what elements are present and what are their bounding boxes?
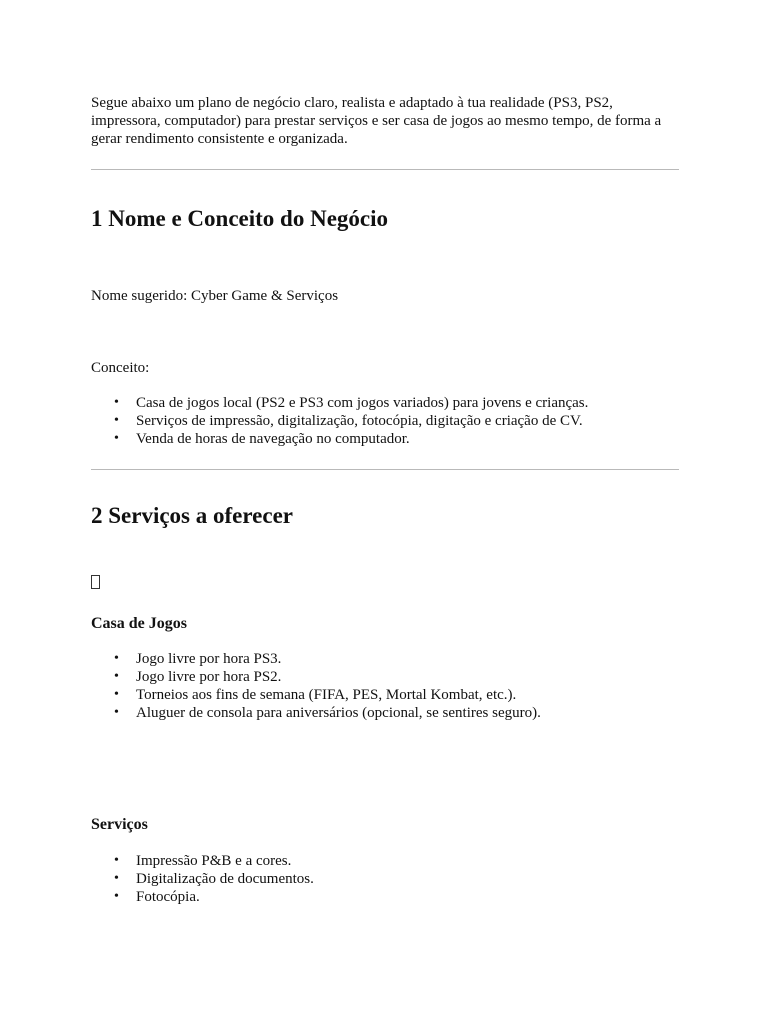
concept-label: Conceito:	[91, 360, 150, 376]
list-item: • Casa de jogos local (PS2 e PS3 com jogos variados) para jovens e crianças.	[136, 394, 679, 412]
list-item: • Impressão P&B e a cores.	[136, 852, 679, 870]
section-1-heading: 1 Nome e Conceito do Negócio	[91, 206, 389, 231]
section-divider	[91, 169, 679, 170]
suggested-name: Nome sugerido: Cyber Game & Serviços	[91, 288, 339, 304]
games-heading: Casa de Jogos	[91, 615, 188, 632]
services-list	[91, 852, 679, 906]
list-item: • Serviços de impressão, digitalização, fotocópia, digitação e criação de CV.	[136, 412, 679, 430]
list-item: • Torneios aos fins de semana (FIFA, PES, Mortal Kombat, etc.).	[136, 686, 679, 704]
section-2-heading: 2 Serviços a oferecer	[91, 503, 294, 528]
list-item: • Jogo livre por hora PS2.	[136, 668, 679, 686]
services-heading: Serviços	[91, 816, 148, 833]
list-item: • Aluguer de consola para aniversários (opcional, se sentires seguro).	[136, 704, 679, 722]
missing-glyph-icon	[91, 575, 100, 589]
concept-list	[91, 394, 679, 448]
list-item: • Jogo livre por hora PS3.	[136, 650, 679, 668]
list-item: • Fotocópia.	[136, 888, 679, 906]
list-item: • Digitalização de documentos.	[136, 870, 679, 888]
document-page	[91, 94, 679, 906]
intro-paragraph: Segue abaixo um plano de negócio claro, realista e adaptado à tua realidade (PS3, PS2, impressora, computador) para prestar serviços e ser casa de jogos ao mesmo tempo, de forma a gerar rendimento consistente e organizada.	[91, 95, 662, 147]
section-divider	[91, 469, 679, 470]
list-item: • Venda de horas de navegação no computador.	[136, 430, 679, 448]
games-list	[91, 650, 679, 722]
